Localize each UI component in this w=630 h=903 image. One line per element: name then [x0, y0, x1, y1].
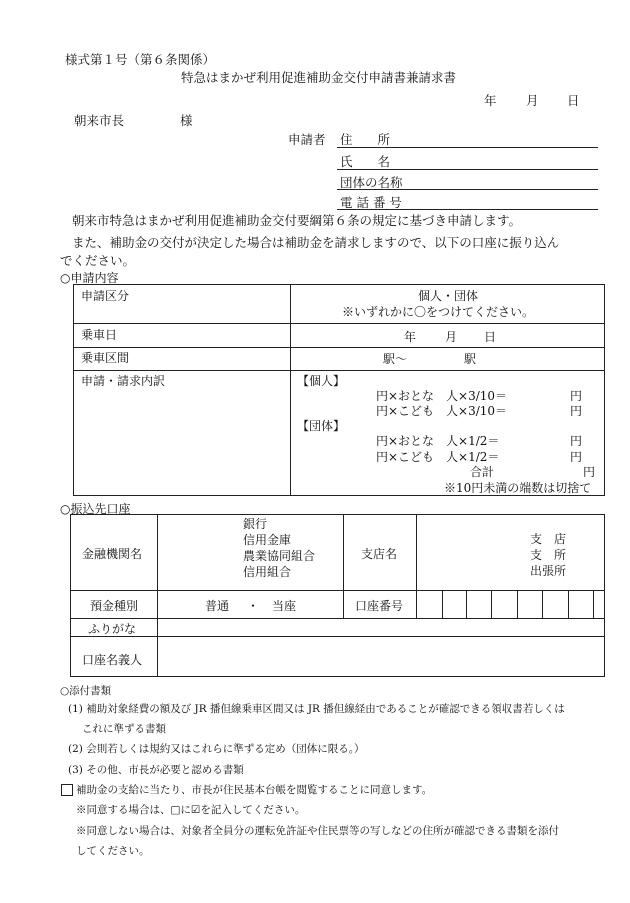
consent-note-2-cont: してください。: [76, 845, 150, 857]
route-label: 乗車区間: [81, 351, 130, 365]
category-note: ※いずれかに〇をつけてください。: [342, 305, 535, 319]
furigana-label: ふりがな: [88, 622, 137, 636]
station-to[interactable]: 駅: [464, 352, 477, 366]
individual-label: 【個人】: [297, 374, 346, 388]
boarding-date-label: 乗車日: [81, 328, 118, 342]
yen-3: 円: [570, 434, 583, 448]
group-field-label[interactable]: 団体の名称: [340, 175, 403, 190]
station-from[interactable]: 駅～: [383, 352, 408, 366]
type-nokyo[interactable]: 農業協同組合: [243, 549, 316, 563]
date-month-label[interactable]: 月: [526, 93, 539, 108]
application-section-title: ○申請内容: [60, 271, 119, 285]
deposit-current[interactable]: 当座: [272, 599, 297, 613]
type-bank[interactable]: 銀行: [243, 517, 268, 531]
group-line[interactable]: [337, 189, 598, 190]
deposit-ordinary[interactable]: 普通: [205, 599, 230, 613]
page-title: 特急はまかぜ利用促進補助金交付申請書兼請求書: [181, 70, 457, 85]
name-field-label[interactable]: 氏 名: [340, 154, 391, 169]
yen-4: 円: [570, 450, 583, 464]
group-label: 【団体】: [297, 419, 346, 433]
rounding-note: ※10円未満の端数は切捨て: [444, 481, 592, 495]
branch-type-shisho[interactable]: 支 所: [530, 548, 567, 562]
attachment-item-3: (3) その他、市長が必要と認める書類: [68, 764, 244, 776]
category-value[interactable]: 個人・団体: [418, 289, 479, 303]
institution-label: 金融機関名: [82, 547, 143, 561]
category-label: 申請区分: [81, 289, 130, 303]
type-shinkin[interactable]: 信用金庫: [243, 533, 292, 547]
boarding-year[interactable]: 年: [404, 330, 417, 344]
phone-field-label[interactable]: 電 話 番 号: [340, 195, 402, 210]
deposit-separator: ・: [247, 599, 260, 613]
breakdown-label: 申請・請求内訳: [81, 374, 166, 388]
child-group-calc[interactable]: 円×こども 人×1/2＝: [376, 450, 500, 464]
date-day-label[interactable]: 日: [567, 93, 580, 108]
attachments-section-title: ○添付書類: [60, 685, 112, 697]
total-yen[interactable]: 円: [583, 465, 596, 479]
consent-note-1: ※同意する場合は、□に☑を記入してください。: [76, 804, 306, 816]
intro-line-3: でください。: [60, 253, 136, 268]
applicant-label: 申請者: [288, 132, 326, 147]
boarding-month[interactable]: 月: [445, 330, 458, 344]
consent-checkbox[interactable]: [61, 784, 73, 796]
total-label: 合計: [470, 465, 495, 479]
branch-label: 支店名: [361, 547, 398, 561]
adult-group-calc[interactable]: 円×おとな 人×1/2＝: [376, 434, 500, 448]
address-line[interactable]: [337, 147, 598, 148]
intro-line-2: また、補助金の交付が決定した場合は補助金を請求しますので、以下の口座に振り込ん: [72, 235, 560, 250]
type-shinkumi[interactable]: 信用組合: [243, 565, 292, 579]
yen-2: 円: [570, 404, 583, 418]
yen-1: 円: [570, 389, 583, 403]
attachment-item-2: (2) 会則若しくは規約又はこれらに準ずる定め（団体に限る。）: [68, 743, 365, 755]
account-holder-label: 口座名義人: [82, 653, 143, 667]
boarding-day[interactable]: 日: [484, 330, 497, 344]
branch-type-shutchojo[interactable]: 出張所: [530, 564, 567, 578]
consent-note-2: ※同意しない場合は、対象者全員分の運転免許証や住民票等の写しなどの住所が確認できる書類を添付: [76, 825, 559, 837]
deposit-type-label: 預金種別: [90, 599, 139, 613]
attachment-item-1: (1) 補助対象経費の額及び JR 播但線乗車区間又は JR 播但線経由であることが確認できる領収書若しくは: [68, 703, 565, 715]
date-year-label[interactable]: 年: [484, 93, 497, 108]
form-number: 様式第１号（第６条関係）: [65, 52, 216, 67]
address-field-label[interactable]: 住 所: [340, 132, 391, 147]
consent-text: 補助金の支給に当たり、市長が住民基本台帳を閲覧することに同意します。: [76, 784, 433, 796]
account-number-label: 口座番号: [355, 599, 404, 613]
child-individual-calc[interactable]: 円×こども 人×3/10＝: [376, 404, 508, 418]
addressee: 朝来市長: [74, 113, 125, 128]
honorific: 様: [180, 113, 193, 128]
intro-line-1: 朝来市特急はまかぜ利用促進補助金交付要綱第６条の規定に基づき申請します。: [72, 213, 522, 228]
adult-individual-calc[interactable]: 円×おとな 人×3/10＝: [376, 389, 508, 403]
bank-table: [70, 514, 605, 677]
phone-line[interactable]: [337, 209, 598, 210]
bank-section-title: ○振込先口座: [60, 502, 131, 516]
attachment-item-1-cont: これに準ずる書類: [82, 723, 166, 735]
name-line[interactable]: [337, 169, 598, 170]
branch-type-shiten[interactable]: 支 店: [530, 532, 567, 546]
